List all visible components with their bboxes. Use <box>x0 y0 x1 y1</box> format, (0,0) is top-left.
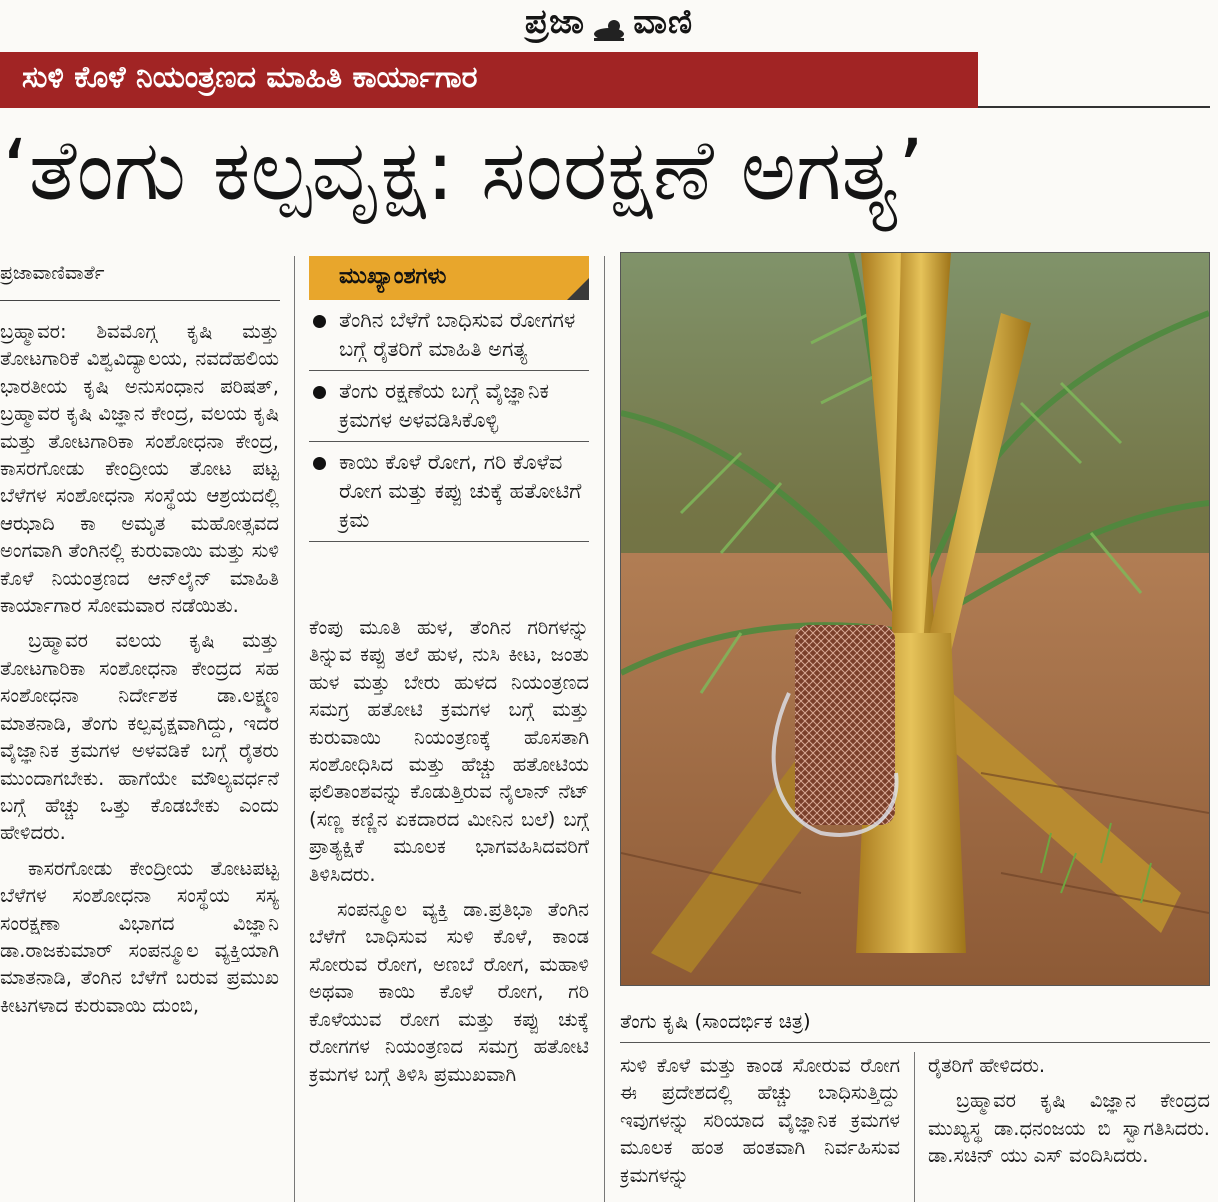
highlight-item <box>309 442 589 542</box>
paragraph: ಸುಳಿ ಕೊಳೆ ಮತ್ತು ಕಾಂಡ ಸೋರುವ ರೋಗ ಈ ಪ್ರದೇಶದಲ್ಲಿ ಹೆಚ್ಚು ಬಾಧಿಸುತ್ತಿದ್ದು ಇವುಗಳನ್ನು ಸರಿಯಾದ ವೈಜ್ಞಾನಿಕ ಕ್ರಮಗಳ ಮೂಲಕ ಹಂತ ಹಂತವಾಗಿ ನಿರ್ವಹಿಸುವ ಕ್ರಮಗಳನ್ನು <box>620 1054 900 1187</box>
highlight-text: ತೆಂಗು ರಕ್ಷಣೆಯ ಬಗ್ಗೆ ವೈಜ್ಞಾನಿಕ ಕ್ರಮಗಳ ಅಳವಡಿಸಿಕೊಳ್ಳಿ <box>339 379 549 432</box>
masthead-name-right: ವಾಣಿ <box>633 2 694 42</box>
divider <box>620 1042 1210 1043</box>
paragraph: ರೈತರಿಗೆ ಹೇಳಿದರು. <box>928 1054 1046 1077</box>
paragraph: ಬ್ರಹ್ಮಾವರ ಕೃಷಿ ವಿಜ್ಞಾನ ಕೇಂದ್ರದ ಮುಖ್ಯಸ್ಥ ಡಾ.ಧನಂಜಯ ಬಿ ಸ್ವಾಗತಿಸಿದರು. ಡಾ.ಸಚಿನ್ ಯು ಎಸ್ ವಂದಿಸಿದರು. <box>928 1089 1210 1168</box>
article-column-1 <box>0 318 279 1202</box>
coconut-tree-photo <box>620 252 1210 986</box>
column-divider <box>604 256 605 1202</box>
lion-emblem-icon <box>590 16 628 42</box>
paragraph: ಕಾಸರಗೋಡು ಕೇಂದ್ರೀಯ ತೋಟಪಟ್ಟ ಬೆಳೆಗಳ ಸಂಶೋಧನಾ ಸಂಸ್ಥೆಯ ಸಸ್ಯ ಸಂರಕ್ಷಣಾ ವಿಭಾಗದ ವಿಜ್ಞಾನಿ ಡಾ.ರಾಜಕುಮಾರ್ ಸಂಪನ್ಮೂಲ ವ್ಯಕ್ತಿಯಾಗಿ ಮಾತನಾಡಿ, ತೆಂಗಿನ ಬೆಳೆಗೆ ಬರುವ ಪ್ರಮುಖ ಕೀಟಗಳಾದ ಕುರುವಾಯಿ ದುಂಬಿ, <box>0 856 279 1017</box>
article-column-2 <box>309 614 589 1202</box>
column-divider <box>914 1052 915 1202</box>
paragraph: ಸಂಪನ್ಮೂಲ ವ್ಯಕ್ತಿ ಡಾ.ಪ್ರತಿಭಾ ತೆಂಗಿನ ಬೆಳೆಗೆ ಬಾಧಿಸುವ ಸುಳಿ ಕೊಳೆ, ಕಾಂಡ ಸೋರುವ ರೋಗ, ಅಣಬೆ ರೋಗ, ಮಹಾಳಿ ಅಥವಾ ಕಾಯಿ ಕೊಳೆ ರೋಗ, ಗರಿ ಕೊಳೆಯುವ ರೋಗ ಮತ್ತು ಕಪ್ಪು ಚುಕ್ಕೆ ರೋಗಗಳ ನಿಯಂತ್ರಣದ ಸಮಗ್ರ ಹತೋಟಿ ಕ್ರಮಗಳ ಬಗ್ಗೆ ತಿಳಿಸಿ ಪ್ರಮುಖವಾಗಿ <box>309 898 589 1086</box>
highlights-title-text: ಮುಖ್ಯಾಂಶಗಳು <box>339 264 447 289</box>
highlight-item <box>309 300 589 371</box>
coconut-tree-illustration <box>621 253 1209 985</box>
highlight-text: ತೆಂಗಿನ ಬೆಳೆಗೆ ಬಾಧಿಸುವ ರೋಗಗಳ ಬಗ್ಗೆ ರೈತರಿಗೆ ಮಾಹಿತಿ ಅಗತ್ಯ <box>339 308 576 361</box>
article-column-4 <box>928 1052 1210 1202</box>
byline: ಪ್ರಜಾವಾಣಿವಾರ್ತೆ <box>0 262 105 284</box>
bullet-icon <box>313 315 326 328</box>
highlights-title <box>309 256 589 300</box>
paragraph: ಬ್ರಹ್ಮಾವರ ವಲಯ ಕೃಷಿ ಮತ್ತು ತೋಟಗಾರಿಕಾ ಸಂಶೋಧನಾ ಕೇಂದ್ರದ ಸಹ ಸಂಶೋಧನಾ ನಿರ್ದೇಶಕ ಡಾ.ಲಕ್ಷ್ಮಣ ಮಾತನಾಡಿ, ತೆಂಗು ಕಲ್ಪವೃಕ್ಷವಾಗಿದ್ದು, ಇದರ ವೈಜ್ಞಾನಿಕ ಕ್ರಮಗಳ ಅಳವಡಿಕೆ ಬಗ್ಗೆ ರೈತರು ಮುಂದಾಗಬೇಕು. ಹಾಗೆಯೇ ಮೌಲ್ಯವರ್ಧನೆ ಬಗ್ಗೆ ಹೆಚ್ಚು ಒತ್ತು ಕೊಡಬೇಕು ಎಂದು ಹೇಳಿದರು. <box>0 629 279 845</box>
column-divider <box>294 256 295 1202</box>
bullet-icon <box>313 457 326 470</box>
highlight-item <box>309 371 589 442</box>
highlights-box <box>309 256 589 608</box>
headline: ‘ತೆಂಗು ಕಲ್ಪವೃಕ್ಷ: ಸಂರಕ್ಷಣೆ ಅಗತ್ಯ’ <box>2 121 925 219</box>
divider <box>0 300 280 301</box>
photo-caption: ತೆಂಗು ಕೃಷಿ (ಸಾಂದರ್ಭಿಕ ಚಿತ್ರ) <box>620 1010 811 1033</box>
article-column-3 <box>620 1052 900 1202</box>
masthead <box>0 0 1218 50</box>
bullet-icon <box>313 386 326 399</box>
paragraph: ಕೆಂಪು ಮೂತಿ ಹುಳ, ತೆಂಗಿನ ಗರಿಗಳನ್ನು ತಿನ್ನುವ ಕಪ್ಪು ತಲೆ ಹುಳ, ನುಸಿ ಕೀಟ, ಜಂತು ಹುಳ ಮತ್ತು ಬೇರು ಹುಳದ ನಿಯಂತ್ರಣದ ಸಮಗ್ರ ಹತೋಟಿ ಕ್ರಮಗಳ ಬಗ್ಗೆ ಮತ್ತು ಕುರುವಾಯಿ ನಿಯಂತ್ರಣಕ್ಕೆ ಹೊಸತಾಗಿ ಸಂಶೋಧಿಸಿದ ಮತ್ತು ಹೆಚ್ಚು ಹತೋಟಿಯ ಫಲಿತಾಂಶವನ್ನು ಕೊಡುತ್ತಿರುವ ನೈಲಾನ್ ನೆಟ್ (ಸಣ್ಣ ಕಣ್ಣಿನ ಏಕದಾರದ ಮೀನಿನ ಬಲೆ) ಬಗ್ಗೆ ಪ್ರಾತ್ಯಕ್ಷಿಕೆ ಮೂಲಕ ಭಾಗವಹಿಸಿದವರಿಗೆ ತಿಳಿಸಿದರು. <box>309 616 589 886</box>
masthead-name-left: ಪ್ರಜಾ <box>524 2 586 42</box>
corner-fold-icon <box>567 278 589 300</box>
highlight-text: ಕಾಯಿ ಕೊಳೆ ರೋಗ, ಗರಿ ಕೊಳೆವ ರೋಗ ಮತ್ತು ಕಪ್ಪು ಚುಕ್ಕೆ ಹತೋಟಿಗೆ ಕ್ರಮ <box>339 450 582 532</box>
kicker-banner: ಸುಳಿ ಕೊಳೆ ನಿಯಂತ್ರಣದ ಮಾಹಿತಿ ಕಾರ್ಯಾಗಾರ <box>0 52 978 108</box>
divider <box>978 106 1210 108</box>
paragraph: ಬ್ರಹ್ಮಾವರ: ಶಿವಮೊಗ್ಗ ಕೃಷಿ ಮತ್ತು ತೋಟಗಾರಿಕೆ ವಿಶ್ವವಿದ್ಯಾಲಯ, ನವದೆಹಲಿಯ ಭಾರತೀಯ ಕೃಷಿ ಅನುಸಂಧಾನ ಪರಿಷತ್, ಬ್ರಹ್ಮಾವರ ಕೃಷಿ ವಿಜ್ಞಾನ ಕೇಂದ್ರ, ವಲಯ ಕೃಷಿ ಮತ್ತು ತೋಟಗಾರಿಕಾ ಸಂಶೋಧನಾ ಕೇಂದ್ರ, ಕಾಸರಗೋಡು ಕೇಂದ್ರೀಯ ತೋಟ ಪಟ್ಟ ಬೆಳೆಗಳ ಸಂಶೋಧನಾ ಸಂಸ್ಥೆಯ ಆಶ್ರಯದಲ್ಲಿ ಆಝಾದಿ ಕಾ ಅಮೃತ ಮಹೋತ್ಸವದ ಅಂಗವಾಗಿ ತೆಂಗಿನಲ್ಲಿ ಕುರುವಾಯಿ ಮತ್ತು ಸುಳಿ ಕೊಳೆ ನಿಯಂತ್ರಣದ ಆನ್‌ಲೈನ್ ಮಾಹಿತಿ ಕಾರ್ಯಾಗಾರ ಸೋಮವಾರ ನಡೆಯಿತು. <box>0 320 279 618</box>
